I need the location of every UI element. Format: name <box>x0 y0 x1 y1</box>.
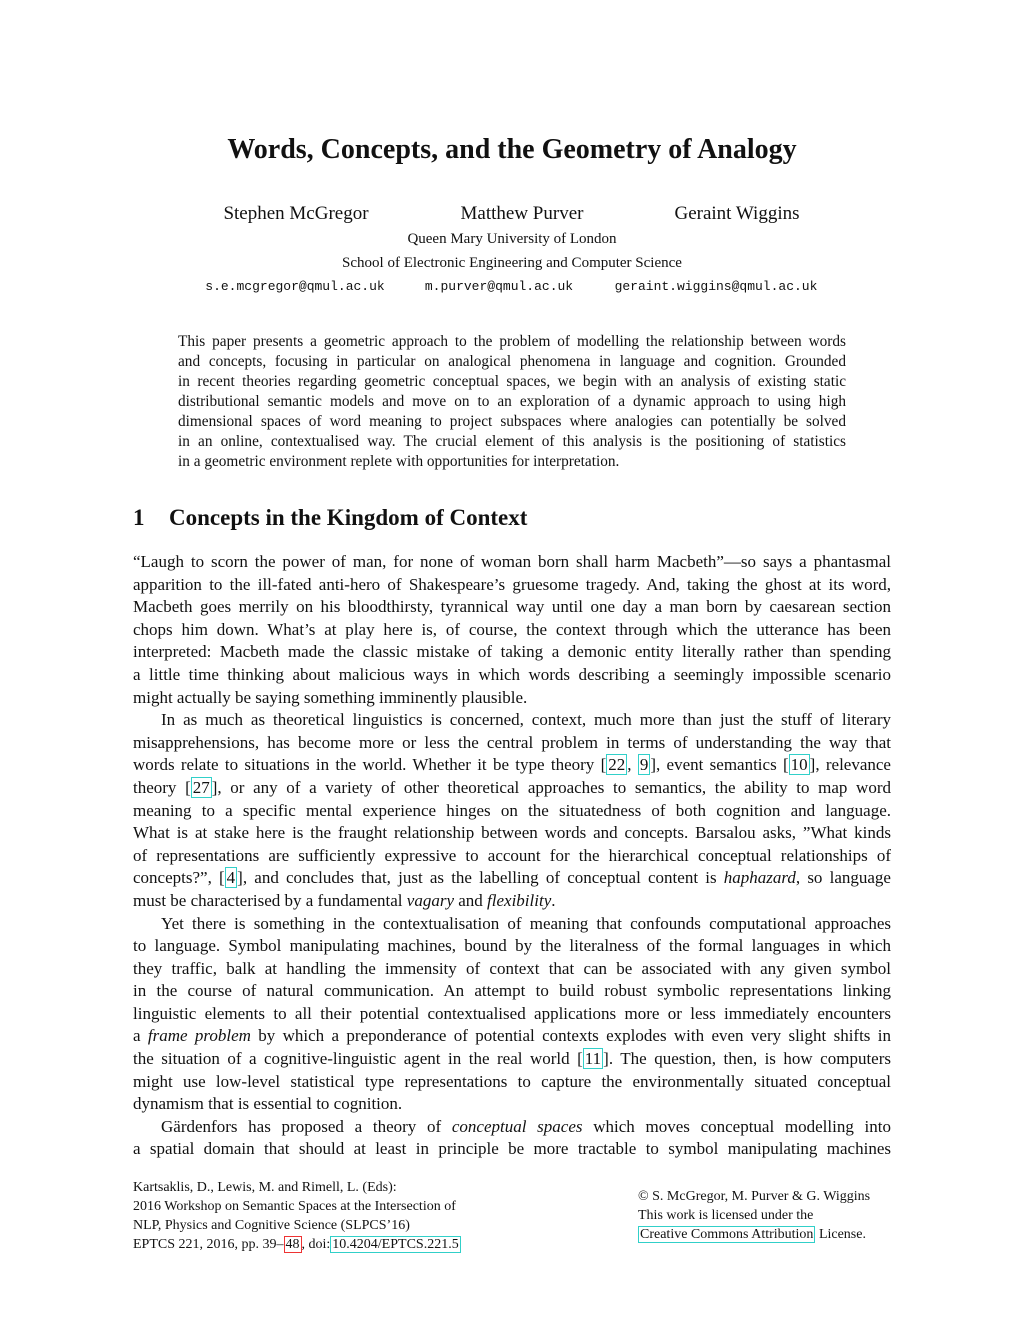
footer-line: Kartsaklis, D., Lewis, M. and Rimell, L. (Eds): <box>133 1180 397 1195</box>
text-line: apparition to the ill-fated anti-hero of Shakespeare’s gruesome tragedy. And, taking the ghost at its word, <box>133 574 891 594</box>
text-line: Yet there is something in the contextualisation of meaning that confounds computational approaches <box>161 913 891 933</box>
footer-line: EPTCS 221, 2016, pp. 39– 48 , doi: 10.4204/EPTCS.221.5 <box>133 1237 459 1252</box>
license-line: Creative Commons Attribution License. <box>640 1227 866 1242</box>
text-line: linguistic elements to all their potential contextualised applications more or less immediately encounters <box>133 1003 891 1023</box>
abstract <box>178 332 846 472</box>
license-line: This work is licensed under the <box>638 1208 814 1223</box>
citation-link[interactable]: 10 <box>790 755 808 775</box>
abstract-line: and concepts, focusing in particular on analogical phenomena in language and cognition. Grounded <box>178 353 846 370</box>
text-line: interpreted: Macbeth made the classic mistake of taking a demonic entity literally rather than spending <box>133 642 891 662</box>
author-email[interactable]: m.purver@qmul.ac.uk <box>424 279 574 294</box>
text-line: in the course of natural communication. An attempt to build robust symbolic representations linking <box>133 981 891 1001</box>
abstract-line: in recent theories regarding geometric conceptual spaces, we begin with an analysis of existing static <box>178 373 846 390</box>
doi-link[interactable]: 10.4204/EPTCS.221.5 <box>332 1237 459 1252</box>
text-line: the situation of a cognitive-linguistic agent in the real world [ 11 ]. The question, then, is how computers <box>133 1049 891 1069</box>
footer-publication-info <box>133 1178 513 1254</box>
text-line: a spatial domain that should at least in principle be more tractable to symbol manipulating machines <box>133 1139 891 1159</box>
text-line: a little time thinking about malicious ways in which words describing a seemingly impossible scenario <box>133 664 891 684</box>
author-name: Matthew Purver <box>460 203 584 224</box>
page-end-link[interactable]: 48 <box>285 1237 300 1252</box>
text-line: must be characterised by a fundamental vagary and flexibility. <box>133 890 556 910</box>
text-line: of representations are sufficiently expressive to account for the hierarchical conceptual relationships of <box>133 845 891 865</box>
paper-title: Words, Concepts, and the Geometry of Analogy <box>227 134 797 165</box>
text-line: Gärdenfors has proposed a theory of conceptual spaces which moves conceptual modelling into <box>161 1116 891 1136</box>
abstract-line: This paper presents a geometric approach to the problem of modelling the relationship between words <box>178 333 846 350</box>
affiliation-university: Queen Mary University of London <box>407 231 617 247</box>
affiliation-school: School of Electronic Engineering and Computer Science <box>342 255 682 271</box>
text-line: Macbeth goes merrily on his bloodthirsty, tyrannical way until one day a man born by caesarean section <box>133 597 891 617</box>
footer-license <box>638 1187 918 1244</box>
citation-link[interactable]: 11 <box>584 1049 602 1069</box>
section-number: 1 <box>133 505 145 530</box>
text-line: to language. Symbol manipulating machines, bound by the literalness of the formal languages in which <box>133 936 891 956</box>
section-body <box>133 551 891 1161</box>
text-line: a frame problem by which a preponderance of potential contexts explodes with even very slight shifts in <box>133 1026 891 1046</box>
text-line: What is at stake here is the fraught relationship between words and concepts. Barsalou asks, ”What kinds <box>133 823 891 843</box>
abstract-line: distributional semantic models and move on to an exploration of a dynamic approach to using high <box>178 393 846 410</box>
section-heading <box>133 505 527 531</box>
text-line: “Laugh to scorn the power of man, for none of woman born shall harm Macbeth”—so says a phantasmal <box>133 552 891 571</box>
footer-line: NLP, Physics and Cognitive Science (SLPCS’16) <box>133 1218 410 1233</box>
text-line: concepts?”, [ 4 ], and concludes that, just as the labelling of conceptual content is haphazard, so language <box>133 868 891 888</box>
text-line: they traffic, balk at handling the immensity of context that can be associated with any given symbol <box>133 958 891 978</box>
abstract-line: in a geometric environment replete with opportunities for interpretation. <box>178 453 620 470</box>
text-line: meaning to a specific mental experience hinges on the situatedness of both cognition and language. <box>133 800 891 820</box>
text-line: might use low-level statistical type representations to capture the environmentally situated conceptual <box>133 1071 891 1091</box>
author-email[interactable]: geraint.wiggins@qmul.ac.uk <box>614 279 818 294</box>
citation-link[interactable]: 9 <box>639 755 649 775</box>
author-email[interactable]: s.e.mcgregor@qmul.ac.uk <box>205 279 385 294</box>
copyright-line: © S. McGregor, M. Purver & G. Wiggins <box>638 1189 871 1204</box>
text-line: misapprehensions, has become more or less the central problem in terms of understanding the way that <box>133 732 891 752</box>
citation-link[interactable]: 27 <box>192 777 210 797</box>
text-line: words relate to situations in the world. Whether it be type theory [ 22 , 9 ], event semantics [ 10 ], relevance <box>133 755 891 775</box>
citation-link[interactable]: 22 <box>608 755 626 775</box>
author-name: Stephen McGregor <box>223 203 369 224</box>
text-line: In as much as theoretical linguistics is concerned, context, much more than just the stuff of literary <box>161 710 891 730</box>
citation-link[interactable]: 4 <box>226 868 236 888</box>
footer-line: 2016 Workshop on Semantic Spaces at the Intersection of <box>133 1199 456 1214</box>
license-link[interactable]: Creative Commons Attribution <box>640 1227 814 1242</box>
text-line: might actually be saying something imminently plausible. <box>133 687 528 707</box>
text-line: theory [ 27 ], or any of a variety of other theoretical approaches to semantics, the ability to map word <box>133 777 891 797</box>
abstract-line: dimensional spaces of word meaning to project subspaces where analogies can potentially be solved <box>178 413 846 430</box>
text-line: dynamism that is essential to cognition. <box>133 1094 403 1114</box>
abstract-line: in an online, contextualised way. The crucial element of this analysis is the positioning of statistics <box>178 433 846 450</box>
section-title: Concepts in the Kingdom of Context <box>169 505 528 530</box>
author-name: Geraint Wiggins <box>674 203 800 224</box>
text-line: chops him down. What’s at play here is, of course, the context through which the utterance has been <box>133 619 891 639</box>
